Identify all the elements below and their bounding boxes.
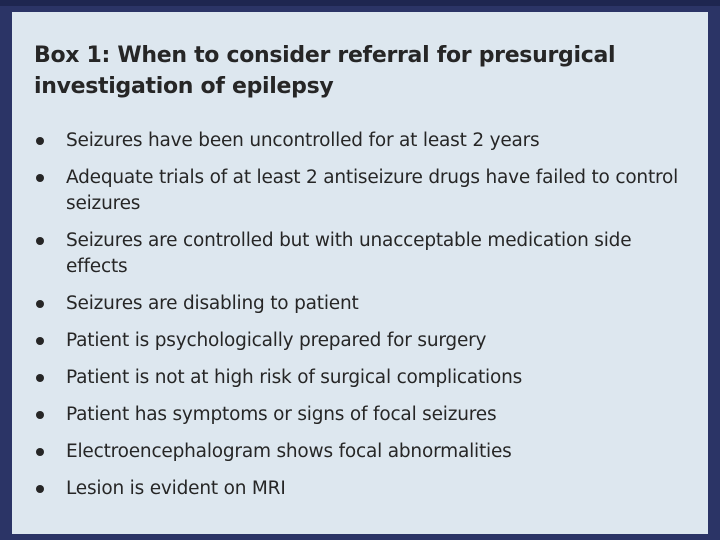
list-item (34, 128, 686, 154)
referral-box (12, 12, 708, 534)
list-item (34, 165, 686, 217)
list-item-text: Patient is psychologically prepared for surgery (66, 330, 487, 351)
bullet-icon (36, 485, 44, 493)
bullet-icon (36, 337, 44, 345)
slide-top-border (0, 0, 720, 6)
list-item (34, 328, 686, 354)
list-item-text: Lesion is evident on MRI (66, 478, 286, 499)
list-item-text: Adequate trials of at least 2 antiseizure drugs have failed to control seizures (66, 167, 679, 214)
criteria-list (34, 128, 686, 502)
bullet-icon (36, 174, 44, 182)
list-item (34, 365, 686, 391)
list-item-text: Patient is not at high risk of surgical complications (66, 367, 523, 388)
list-item-text: Electroencephalogram shows focal abnormalities (66, 441, 512, 462)
list-item (34, 291, 686, 317)
bullet-icon (36, 300, 44, 308)
list-item (34, 228, 686, 280)
bullet-icon (36, 137, 44, 145)
bullet-icon (36, 448, 44, 456)
list-item-text: Seizures have been uncontrolled for at least 2 years (66, 130, 540, 151)
list-item (34, 439, 686, 465)
list-item (34, 402, 686, 428)
list-item-text: Patient has symptoms or signs of focal seizures (66, 404, 497, 425)
list-item-text: Seizures are disabling to patient (66, 293, 359, 314)
box-title: Box 1: When to consider referral for presurgical investigation of epilepsy (34, 43, 616, 99)
bullet-icon (36, 237, 44, 245)
bullet-icon (36, 374, 44, 382)
list-item-text: Seizures are controlled but with unacceptable medication side effects (66, 230, 632, 277)
list-item (34, 476, 686, 502)
bullet-icon (36, 411, 44, 419)
